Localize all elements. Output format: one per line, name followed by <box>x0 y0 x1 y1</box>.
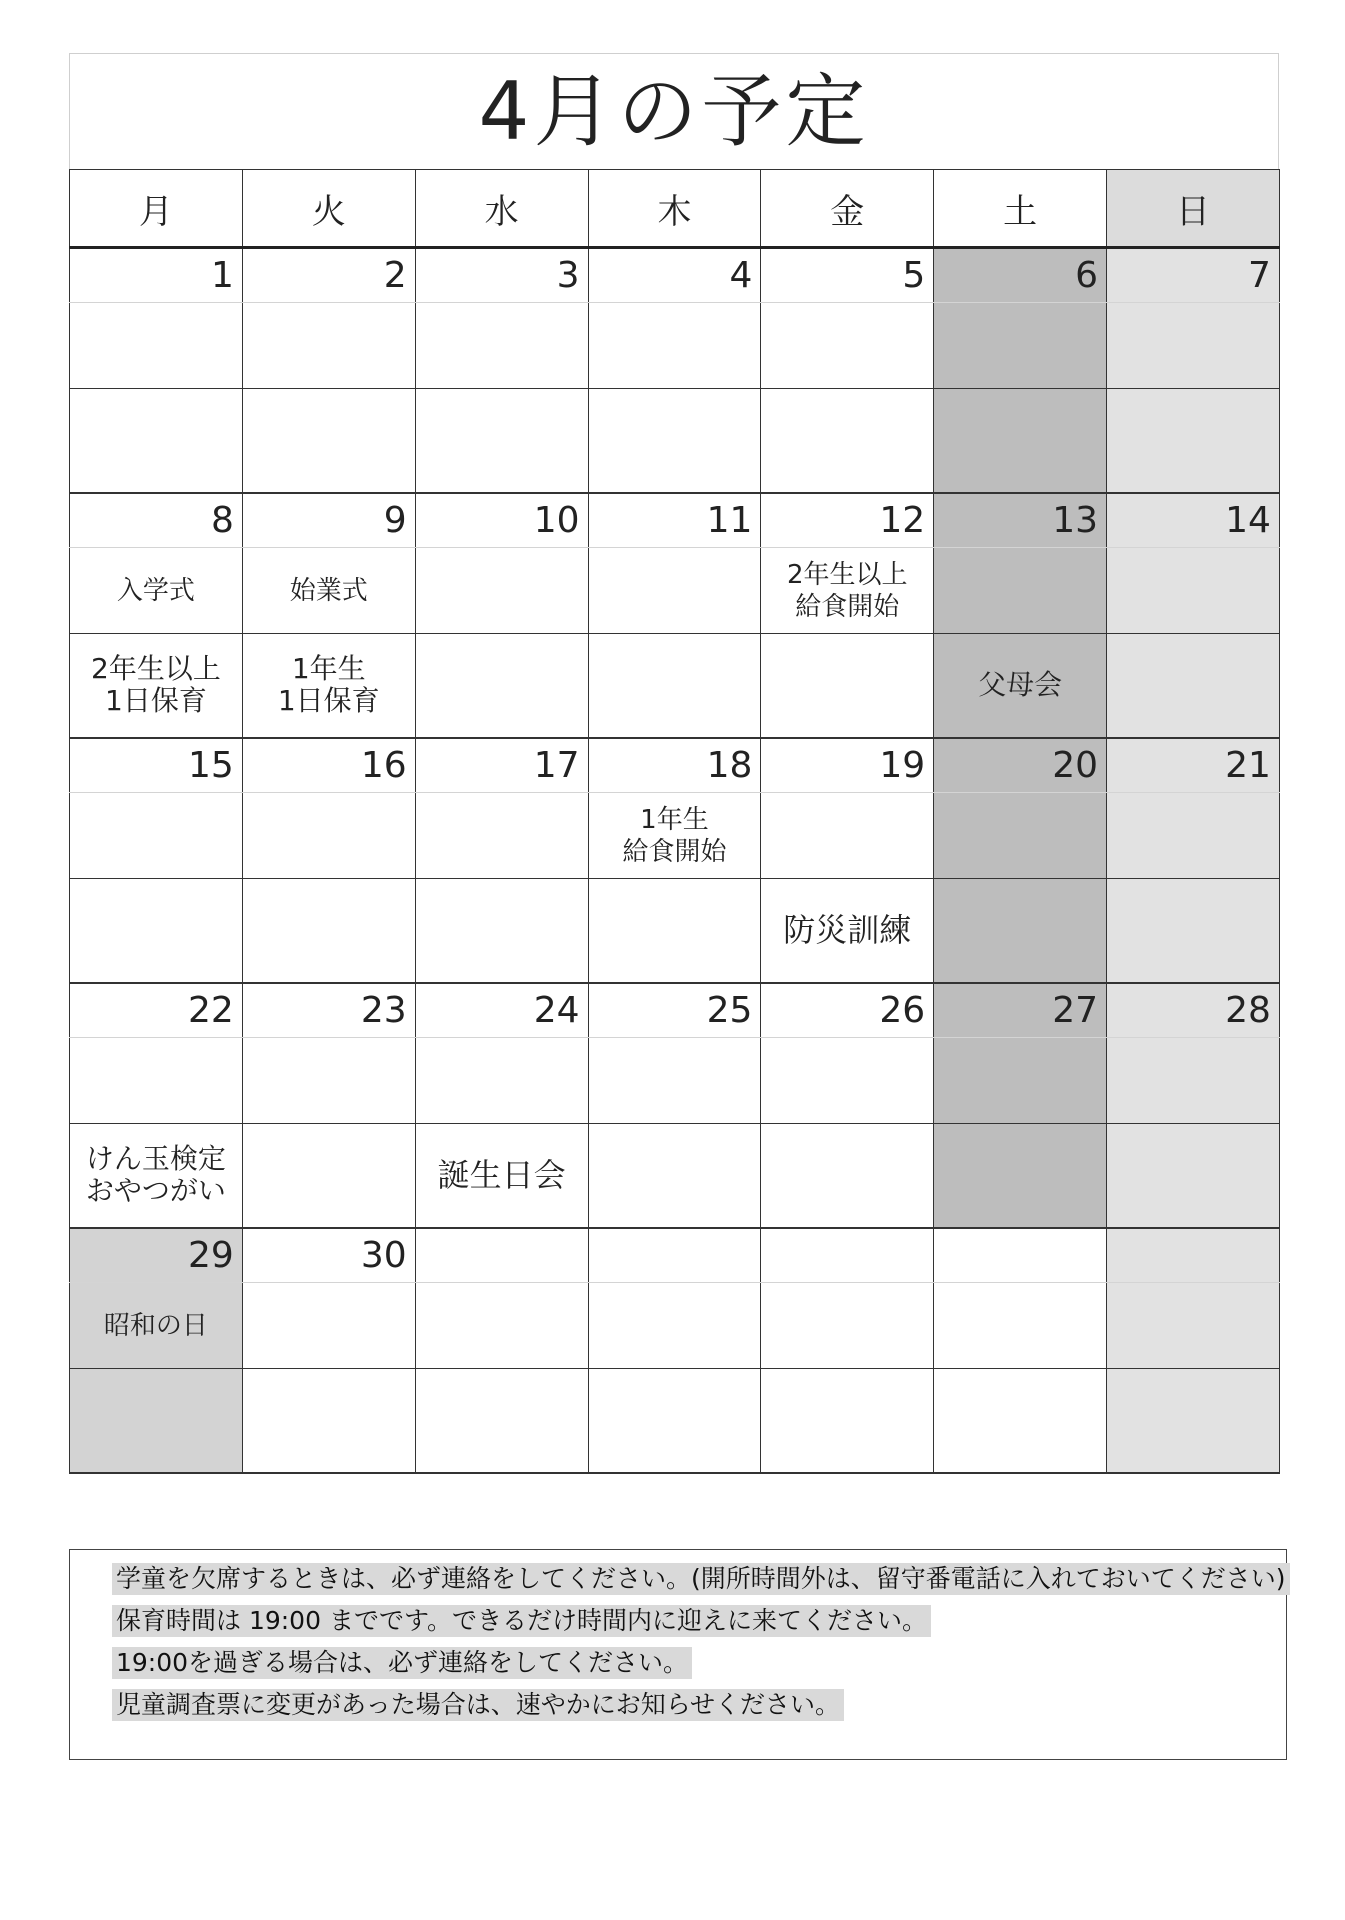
event-cell <box>588 1124 761 1228</box>
weekday-sun: 日 <box>1107 170 1280 248</box>
event-cell <box>415 634 588 738</box>
date-cell-sunday: 21 <box>1107 738 1280 793</box>
notice-box <box>69 1549 1287 1760</box>
event-cell <box>761 793 934 879</box>
date-cell: 2 <box>242 248 415 303</box>
event-cell <box>70 303 243 389</box>
event-cell <box>934 1283 1107 1369</box>
week-2-events-upper <box>70 548 1280 634</box>
week-3-events-upper <box>70 793 1280 879</box>
event-cell <box>1107 1369 1280 1473</box>
event-cell: けん玉検定 おやつがい <box>70 1124 243 1228</box>
week-5-dates <box>70 1228 1280 1283</box>
week-1-events-lower <box>70 389 1280 493</box>
event-cell: 防災訓練 <box>761 879 934 983</box>
event-cell <box>761 1038 934 1124</box>
date-cell: 25 <box>588 983 761 1038</box>
event-cell <box>1107 389 1280 493</box>
date-cell-sunday <box>1107 1228 1280 1283</box>
weekday-sat: 土 <box>934 170 1107 248</box>
event-cell <box>242 879 415 983</box>
weekday-tue: 火 <box>242 170 415 248</box>
date-cell: 5 <box>761 248 934 303</box>
date-cell: 11 <box>588 493 761 548</box>
date-cell: 17 <box>415 738 588 793</box>
event-cell: 1年生 給食開始 <box>588 793 761 879</box>
week-2-dates <box>70 493 1280 548</box>
event-cell <box>588 389 761 493</box>
event-cell: 誕生日会 <box>415 1124 588 1228</box>
event-cell: 2年生以上 1日保育 <box>70 634 243 738</box>
date-cell: 12 <box>761 493 934 548</box>
date-cell-saturday: 13 <box>934 493 1107 548</box>
event-cell <box>1107 634 1280 738</box>
event-cell <box>588 879 761 983</box>
event-cell <box>242 303 415 389</box>
week-1-dates <box>70 248 1280 303</box>
date-cell-holiday: 29 <box>70 1228 243 1283</box>
week-4-events-upper <box>70 1038 1280 1124</box>
event-cell <box>242 1124 415 1228</box>
week-4-dates <box>70 983 1280 1038</box>
event-cell <box>934 548 1107 634</box>
date-cell <box>588 1228 761 1283</box>
event-cell <box>242 1283 415 1369</box>
date-cell: 1 <box>70 248 243 303</box>
date-cell <box>934 1228 1107 1283</box>
notice-line: 児童調査票に変更があった場合は、速やかにお知らせください。 <box>112 1689 844 1721</box>
event-cell <box>70 879 243 983</box>
event-cell <box>588 1038 761 1124</box>
event-cell-holiday <box>70 1369 243 1473</box>
week-5-events-lower <box>70 1369 1280 1473</box>
week-1-events-upper <box>70 303 1280 389</box>
week-2-events-lower <box>70 634 1280 738</box>
date-cell-saturday: 27 <box>934 983 1107 1038</box>
date-cell: 19 <box>761 738 934 793</box>
event-cell <box>70 389 243 493</box>
calendar-table <box>69 169 1280 1474</box>
date-cell: 24 <box>415 983 588 1038</box>
week-3-events-lower <box>70 879 1280 983</box>
event-cell <box>415 1038 588 1124</box>
event-cell <box>1107 793 1280 879</box>
weekday-header-row <box>70 170 1280 248</box>
event-cell-holiday: 昭和の日 <box>70 1283 243 1369</box>
event-cell <box>242 389 415 493</box>
event-cell <box>415 389 588 493</box>
weekday-thu: 木 <box>588 170 761 248</box>
event-cell: 1年生 1日保育 <box>242 634 415 738</box>
date-cell: 9 <box>242 493 415 548</box>
event-cell <box>761 1124 934 1228</box>
event-cell <box>934 879 1107 983</box>
event-cell <box>761 1283 934 1369</box>
date-cell: 10 <box>415 493 588 548</box>
date-cell: 15 <box>70 738 243 793</box>
event-cell <box>934 303 1107 389</box>
event-cell <box>415 1369 588 1473</box>
event-cell <box>1107 1038 1280 1124</box>
event-cell <box>1107 1283 1280 1369</box>
event-cell: 始業式 <box>242 548 415 634</box>
date-cell: 18 <box>588 738 761 793</box>
notice-line: 19:00を過ぎる場合は、必ず連絡をしてください。 <box>112 1647 692 1679</box>
event-cell <box>934 389 1107 493</box>
event-cell <box>242 1038 415 1124</box>
date-cell-sunday: 7 <box>1107 248 1280 303</box>
event-cell <box>1107 1124 1280 1228</box>
event-cell <box>415 879 588 983</box>
event-cell <box>588 1283 761 1369</box>
date-cell <box>761 1228 934 1283</box>
event-cell <box>242 1369 415 1473</box>
event-cell <box>588 303 761 389</box>
date-cell: 3 <box>415 248 588 303</box>
event-cell <box>70 1038 243 1124</box>
date-cell: 22 <box>70 983 243 1038</box>
date-cell-saturday: 20 <box>934 738 1107 793</box>
event-cell <box>934 1038 1107 1124</box>
event-cell: 入学式 <box>70 548 243 634</box>
event-cell <box>70 793 243 879</box>
date-cell <box>415 1228 588 1283</box>
notice-line: 学童を欠席するときは、必ず連絡をしてください。(開所時間外は、留守番電話に入れておいてください) <box>112 1563 1290 1595</box>
date-cell: 30 <box>242 1228 415 1283</box>
event-cell <box>415 303 588 389</box>
date-cell: 23 <box>242 983 415 1038</box>
event-cell <box>761 303 934 389</box>
date-cell: 8 <box>70 493 243 548</box>
event-cell <box>415 548 588 634</box>
date-cell: 4 <box>588 248 761 303</box>
date-cell-saturday: 6 <box>934 248 1107 303</box>
notice-line: 保育時間は 19:00 までです。できるだけ時間内に迎えに来てください。 <box>112 1605 931 1637</box>
event-cell <box>588 634 761 738</box>
event-cell <box>242 793 415 879</box>
event-cell <box>761 1369 934 1473</box>
event-cell <box>934 793 1107 879</box>
weekday-mon: 月 <box>70 170 243 248</box>
date-cell-sunday: 28 <box>1107 983 1280 1038</box>
event-cell: 父母会 <box>934 634 1107 738</box>
date-cell: 26 <box>761 983 934 1038</box>
event-cell <box>934 1124 1107 1228</box>
page-title: 4月の予定 <box>478 65 870 158</box>
date-cell: 16 <box>242 738 415 793</box>
weekday-wed: 水 <box>415 170 588 248</box>
event-cell <box>415 793 588 879</box>
title-box <box>69 53 1279 169</box>
event-cell <box>588 548 761 634</box>
week-5-events-upper <box>70 1283 1280 1369</box>
week-3-dates <box>70 738 1280 793</box>
weekday-fri: 金 <box>761 170 934 248</box>
event-cell <box>588 1369 761 1473</box>
event-cell <box>761 389 934 493</box>
event-cell <box>1107 879 1280 983</box>
event-cell <box>415 1283 588 1369</box>
date-cell-sunday: 14 <box>1107 493 1280 548</box>
week-4-events-lower <box>70 1124 1280 1228</box>
event-cell <box>934 1369 1107 1473</box>
event-cell <box>1107 303 1280 389</box>
event-cell: 2年生以上 給食開始 <box>761 548 934 634</box>
event-cell <box>1107 548 1280 634</box>
event-cell <box>761 634 934 738</box>
